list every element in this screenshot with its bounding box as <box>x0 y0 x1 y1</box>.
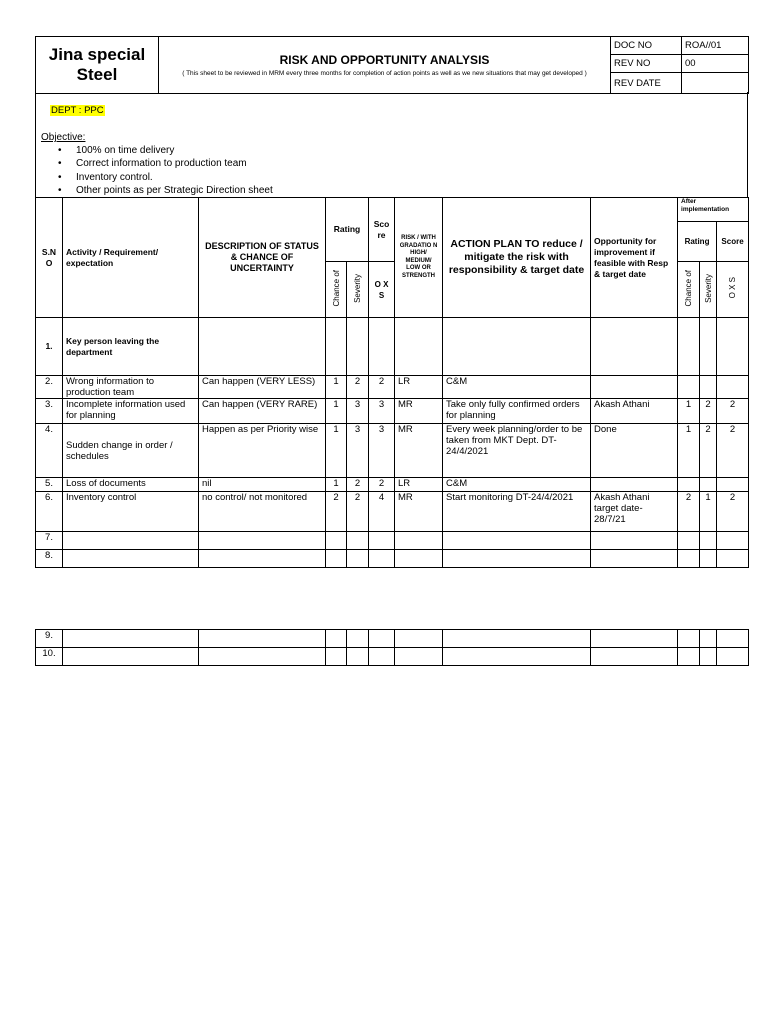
table-row: 10. <box>36 648 749 666</box>
table-row: 6. Inventory control no control/ not monitored 2 2 4 MR Start monitoring DT-24/4/2021 Akash Athani target date- 28/7/21 2 1 2 <box>36 492 749 532</box>
page-subtitle: ( This sheet to be reviewed in MRM every three months for completion of action points as well as we new situations that may get developed ) <box>182 69 587 77</box>
col-description: DESCRIPTION OF STATUS & CHANCE OF UNCERTAINTY <box>199 198 326 318</box>
col-severity: Severity <box>347 262 369 318</box>
col-score: Sco re <box>369 198 395 262</box>
risk-table-continued <box>35 629 749 666</box>
col-after-rating: Rating <box>678 222 717 262</box>
objective-list <box>56 144 273 197</box>
col-rating: Rating <box>326 198 369 262</box>
rev-no-value: 00 <box>682 55 749 73</box>
col-after-severity: Severity <box>700 262 717 318</box>
col-action: ACTION PLAN TO reduce / mitigate the risk with responsibility & target date <box>443 198 591 318</box>
objective-item: • Other points as per Strategic Direction sheet <box>56 184 273 197</box>
table-row: 8. <box>36 550 749 568</box>
col-risk: RISK / WITH GRADATIO N HIGH/ MEDIUM/ LOW OR STRENGTH <box>395 198 443 318</box>
table-row: 2. Wrong information to production team Can happen (VERY LESS) 1 2 2 LR C&M <box>36 376 749 399</box>
doc-no-label: DOC NO <box>611 37 682 55</box>
company-name: Jina special Steel <box>36 37 159 94</box>
document-header <box>35 36 749 94</box>
rev-no-label: REV NO <box>611 55 682 73</box>
col-sno: S.N O <box>36 198 63 318</box>
col-after-oxs: O X S <box>717 262 749 318</box>
rev-date-label: REV DATE <box>611 73 682 94</box>
col-opportunity: Opportunity for improvement if feasible with Resp & target date <box>591 198 678 318</box>
table-row: 7. <box>36 532 749 550</box>
col-after-score: Score <box>717 222 749 262</box>
objective-item: • Inventory control. <box>56 171 273 184</box>
rev-date-value <box>682 73 749 94</box>
objective-heading: Objective: <box>41 132 86 143</box>
title-cell <box>159 37 611 94</box>
risk-table <box>35 197 749 568</box>
page-title: RISK AND OPPORTUNITY ANALYSIS <box>279 52 490 67</box>
col-oxs: O X S <box>369 262 395 318</box>
doc-no-value: ROA//01 <box>682 37 749 55</box>
col-activity: Activity / Requirement/ expectation <box>63 198 199 318</box>
objective-item: • 100% on time delivery <box>56 144 273 157</box>
table-row: 3. Incomplete information used for planning Can happen (VERY RARE) 1 3 3 MR Take only fully confirmed orders for planning Akash Athani 1 2 2 <box>36 399 749 424</box>
col-after-chance: Chance of <box>678 262 700 318</box>
dept-label: DEPT : PPC <box>51 105 104 116</box>
table-row: 5. Loss of documents nil 1 2 2 LR C&M <box>36 478 749 492</box>
table-row: 9. <box>36 630 749 648</box>
col-chance: Chance of <box>326 262 347 318</box>
table-row: 4. Sudden change in order / schedules Happen as per Priority wise 1 3 3 MR Every week planning/order to be taken from MKT Dept. DT- 24/4/2021 Done 1 2 2 <box>36 424 749 478</box>
table-row: 1. Key person leaving the department <box>36 318 749 376</box>
col-after-implementation: After implementation <box>678 198 749 222</box>
objective-section <box>35 92 748 197</box>
objective-item: • Correct information to production team <box>56 157 273 170</box>
